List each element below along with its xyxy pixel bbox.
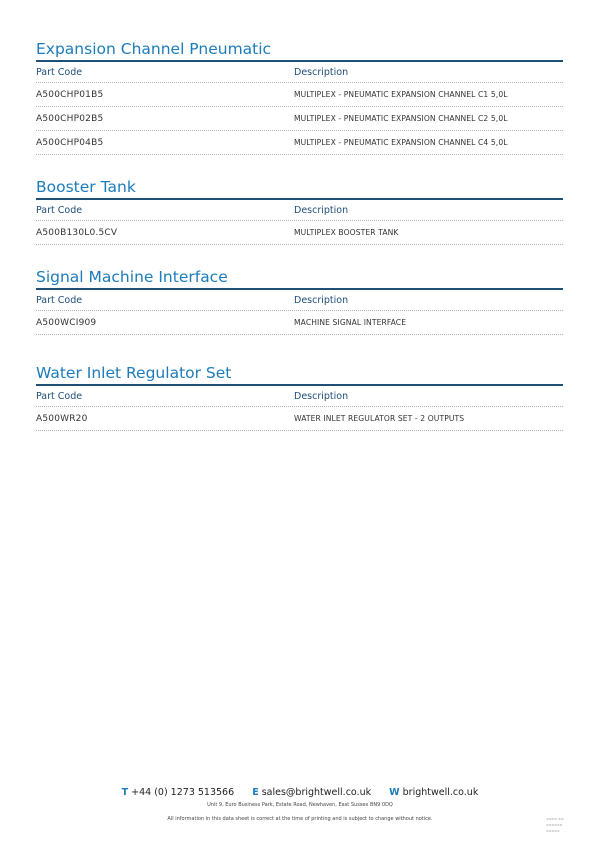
table-header <box>36 386 563 407</box>
section-title: Signal Machine Interface <box>36 268 228 286</box>
section-title: Booster Tank <box>36 178 136 196</box>
email-key: E <box>252 787 259 798</box>
column-header-part-code: Part Code <box>36 294 83 306</box>
watermark-text: ▪▪▪▪ ▪▪ ▪▪▪▪▪▪ ▪▪▪▪▪ <box>546 816 564 833</box>
phone-number[interactable]: +44 (0) 1273 513566 <box>131 787 235 798</box>
part-code-cell: A500CHP01B5 <box>36 89 104 100</box>
part-code-cell: A500B130L0.5CV <box>36 227 118 238</box>
table-row <box>36 131 563 155</box>
description-cell: MULTIPLEX - PNEUMATIC EXPANSION CHANNEL C2 5,0L <box>294 114 508 123</box>
section-booster-tank <box>36 177 563 245</box>
column-header-part-code: Part Code <box>36 390 83 402</box>
section-expansion-channel-pneumatic <box>36 39 563 155</box>
part-code-cell: A500CHP02B5 <box>36 113 104 124</box>
column-header-description: Description <box>294 66 349 78</box>
page-footer <box>0 787 600 822</box>
table-row <box>36 311 563 335</box>
part-code-cell: A500WCI909 <box>36 317 97 328</box>
contact-line <box>0 787 600 798</box>
table-header <box>36 290 563 311</box>
section-water-inlet-regulator-set <box>36 363 563 431</box>
email-link[interactable]: sales@brightwell.co.uk <box>261 787 372 798</box>
web-key: W <box>389 787 400 798</box>
company-address: Unit 9, Euro Business Park, Estate Road, Newhaven, East Sussex BN9 0DQ <box>207 802 393 808</box>
description-cell: WATER INLET REGULATOR SET - 2 OUTPUTS <box>294 414 465 423</box>
phone-key: T <box>121 787 129 798</box>
disclaimer-text: All information in this data sheet is correct at the time of printing and is subject to change without notice. <box>167 816 433 822</box>
table-row <box>36 107 563 131</box>
description-cell: MACHINE SIGNAL INTERFACE <box>294 318 407 327</box>
table-header <box>36 200 563 221</box>
section-title: Expansion Channel Pneumatic <box>36 40 272 58</box>
part-code-cell: A500CHP04B5 <box>36 137 104 148</box>
table-row <box>36 407 563 431</box>
column-header-description: Description <box>294 390 349 402</box>
description-cell: MULTIPLEX BOOSTER TANK <box>294 228 399 237</box>
section-title: Water Inlet Regulator Set <box>36 364 232 382</box>
part-code-cell: A500WR20 <box>36 413 88 424</box>
section-signal-machine-interface <box>36 267 563 335</box>
column-header-part-code: Part Code <box>36 66 83 78</box>
description-cell: MULTIPLEX - PNEUMATIC EXPANSION CHANNEL C1 5,0L <box>294 90 508 99</box>
website-link[interactable]: brightwell.co.uk <box>402 787 479 798</box>
table-row <box>36 83 563 107</box>
column-header-part-code: Part Code <box>36 204 83 216</box>
column-header-description: Description <box>294 204 349 216</box>
table-row <box>36 221 563 245</box>
description-cell: MULTIPLEX - PNEUMATIC EXPANSION CHANNEL C4 5,0L <box>294 138 508 147</box>
column-header-description: Description <box>294 294 349 306</box>
table-header <box>36 62 563 83</box>
